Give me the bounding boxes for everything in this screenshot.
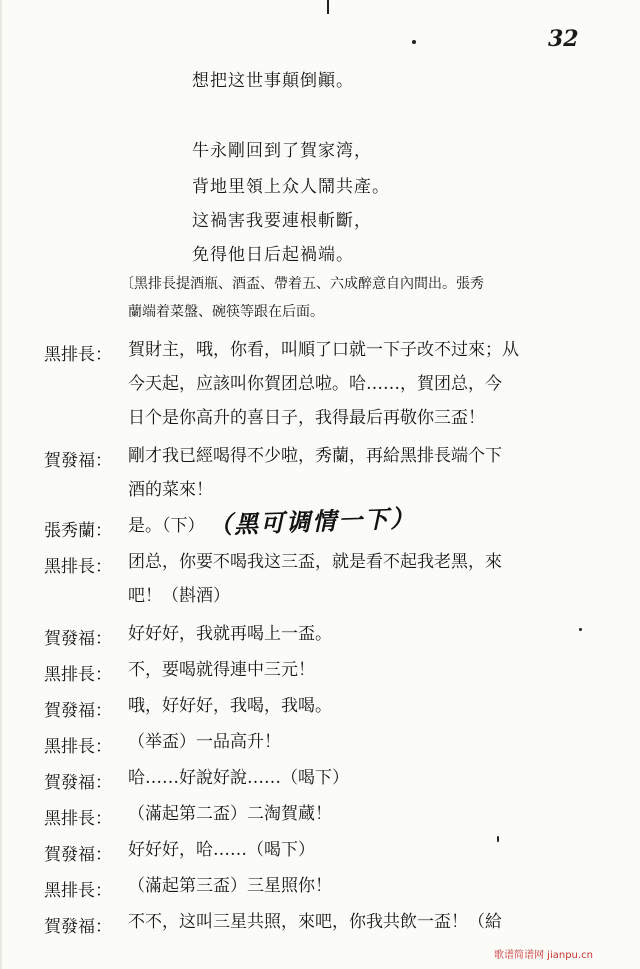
speech-line: 剛才我已經喝得不少啦，秀蘭，再給黑排長端个下 — [128, 446, 502, 466]
speaker-label: 黑排長： — [44, 881, 112, 901]
speech-line: 賀財主，哦，你看，叫順了口就一下子改不过來；从 — [128, 340, 519, 360]
verse-line: 这禍害我要連根斬斷， — [192, 211, 372, 231]
verse-line: 背地里領上众人鬧共產。 — [192, 177, 390, 197]
ink-speck — [579, 628, 582, 631]
speaker-label: 賀發福： — [44, 845, 112, 865]
speech-line: 酒的菜來！ — [128, 480, 213, 500]
speech-line: 好好好，哈……（喝下） — [128, 840, 315, 860]
handwritten-note: （黑可调情一下） — [207, 504, 417, 540]
stage-direction-line: 〔黑排長提酒瓶、酒盃、帶着五、六成醉意自內間出。張秀 — [120, 276, 484, 292]
stage-direction-line: 蘭端着菜盤、碗筷等跟在后面。 — [128, 304, 324, 320]
speech-line: 团总，你要不喝我这三盃，就是看不起我老黑，來 — [128, 552, 502, 572]
ink-speck — [412, 40, 416, 44]
speech-line: 是。（下） — [128, 516, 205, 536]
speech-line: 今天起，应該叫你賀团总啦。哈……，賀团总，今 — [128, 374, 502, 394]
speaker-label: 賀發福： — [44, 917, 112, 937]
speaker-label: 賀發福： — [44, 451, 112, 471]
speech-line: 吧！（斟酒） — [128, 586, 230, 606]
speaker-label: 黑排長： — [44, 737, 112, 757]
ink-speck — [497, 836, 499, 842]
speech-line: （举盃）一品高升！ — [128, 732, 281, 752]
speaker-label: 黑排長： — [44, 665, 112, 685]
speaker-label: 賀發福： — [44, 629, 112, 649]
speech-line: 好好好，我就再喝上一盃。 — [128, 624, 332, 644]
speech-line: 不不，这叫三星共照，來吧，你我共飲一盃！（給 — [128, 912, 502, 932]
verse-line: 想把这世事顛倒顚。 — [192, 71, 354, 91]
speaker-label: 黑排長： — [44, 345, 112, 365]
speaker-label: 黑排長： — [44, 557, 112, 577]
speech-line: 哦，好好好，我喝，我喝。 — [128, 696, 332, 716]
speaker-label: 黑排長： — [44, 809, 112, 829]
speech-line: 不，要喝就得連中三元！ — [128, 660, 315, 680]
speech-line: 哈……好說好說……（喝下） — [128, 768, 349, 788]
speech-line: （滿起第三盃）三星照你！ — [128, 876, 332, 896]
verse-line: 免得他日后起禍端。 — [192, 245, 354, 265]
site-watermark: 歌谱简谱网 jianpu.cn — [494, 950, 593, 961]
speaker-label: 賀發福： — [44, 701, 112, 721]
page-edge-shadow — [0, 0, 2, 969]
speaker-label: 張秀蘭： — [44, 521, 112, 541]
speech-line: （滿起第二盃）二淘賀蔵！ — [128, 804, 332, 824]
speaker-label: 賀發福： — [44, 773, 112, 793]
top-margin-mark — [327, 0, 329, 14]
speech-line: 日个是你高升的喜日子，我得最后再敬你三盃！ — [128, 408, 485, 428]
verse-line: 牛永剛回到了賀家湾， — [192, 141, 372, 161]
page-number: 32 — [548, 26, 579, 52]
